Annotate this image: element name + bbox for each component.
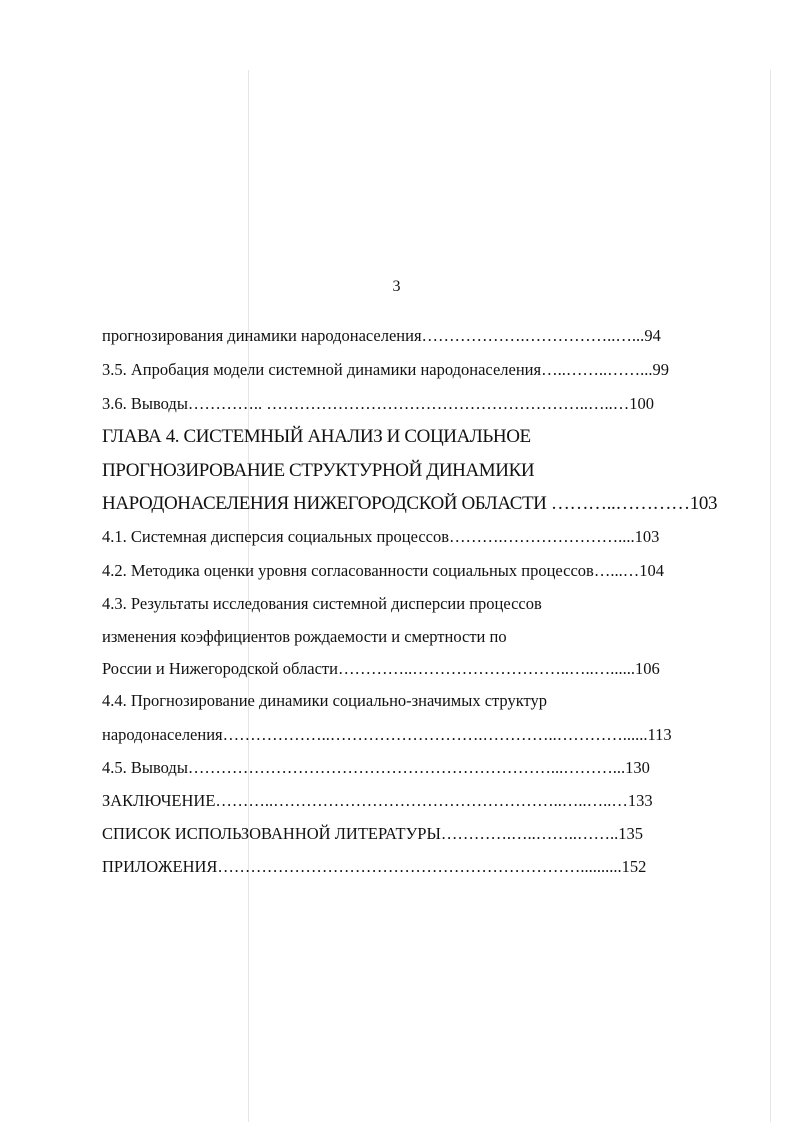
toc-entry-text: 4.5. Выводы…………………………………………………………...………... (102, 758, 626, 777)
toc-entry (102, 690, 547, 712)
toc-entry (102, 359, 736, 381)
toc-entry-text: 4.4. Прогнозирование динамики социально-значимых структур (102, 691, 548, 710)
toc-entry-text: России и Нижегородской области…………..………………………..…..…...... (102, 659, 635, 678)
toc-entry-page: 135 (618, 824, 643, 843)
toc-entry-page: 103 (634, 527, 660, 546)
toc-chapter-heading (102, 493, 736, 515)
toc-entry (102, 325, 736, 347)
toc-entry (102, 593, 542, 615)
toc-entry-page: 100 (629, 394, 655, 413)
toc-entry-text: НАРОДОНАСЕЛЕНИЯ НИЖЕГОРОДСКОЙ ОБЛАСТИ ………..………… (102, 493, 690, 514)
toc-entry-text: народонаселения………………..……………………….…………..…………...... (102, 725, 648, 744)
toc-entry-text: изменения коэффициентов рождаемости и смертности по (102, 627, 507, 646)
toc-entry-text: ПРОГНОЗИРОВАНИЕ СТРУКТУРНОЙ ДИНАМИКИ (102, 460, 535, 481)
toc-entry (102, 856, 736, 878)
toc-entry (102, 626, 507, 648)
toc-entry-text: 4.2. Методика оценки уровня согласованности социальных процессов…...… (102, 561, 640, 580)
toc-entry-page: 152 (621, 857, 647, 876)
scan-artifact-line (770, 70, 771, 1122)
toc-chapter-heading (102, 426, 531, 448)
toc-entry-page: 106 (634, 659, 660, 678)
toc-entry-page: 130 (625, 758, 650, 777)
toc-entry-text: ГЛАВА 4. СИСТЕМНЫЙ АНАЛИЗ И СОЦИАЛЬНОЕ (102, 426, 531, 447)
toc-entry (102, 724, 736, 746)
toc-entry-text: 3.6. Выводы………….. …………………………………………………..…..… (102, 394, 630, 413)
page-number: 3 (392, 278, 401, 295)
toc-entry-page: 104 (639, 561, 664, 580)
toc-entry-page: 113 (647, 725, 672, 744)
toc-entry (102, 658, 736, 680)
toc-entry (102, 823, 736, 845)
toc-entry (102, 526, 736, 548)
toc-entry-page: 94 (644, 326, 661, 345)
toc-entry-text: 4.1. Системная дисперсия социальных процессов……….………………….... (102, 527, 635, 546)
toc-entry-page: 99 (652, 360, 669, 379)
toc-entry-text: 3.5. Апробация модели системной динамики народонаселения…..……..……... (102, 360, 653, 379)
toc-entry-text: 4.3. Результаты исследования системной дисперсии процессов (102, 594, 542, 613)
toc-entry (102, 757, 736, 779)
toc-entry-text: прогнозирования динамики народонаселения……………….……………..…... (102, 326, 645, 345)
toc-entry-page: 133 (627, 791, 653, 810)
toc-entry-page: 103 (689, 493, 718, 514)
toc-entry-text: СПИСОК ИСПОЛЬЗОВАННОЙ ЛИТЕРАТУРЫ………….…..……..…….. (102, 824, 619, 843)
toc-entry-text: ЗАКЛЮЧЕНИЕ………..……………………………………………..…..…..… (102, 791, 628, 810)
toc-entry-text: ПРИЛОЖЕНИЯ………………………………………………………….......... (102, 857, 622, 876)
toc-chapter-heading (102, 460, 534, 482)
toc-entry (102, 790, 736, 812)
toc-entry (102, 560, 736, 582)
toc-entry (102, 393, 736, 415)
